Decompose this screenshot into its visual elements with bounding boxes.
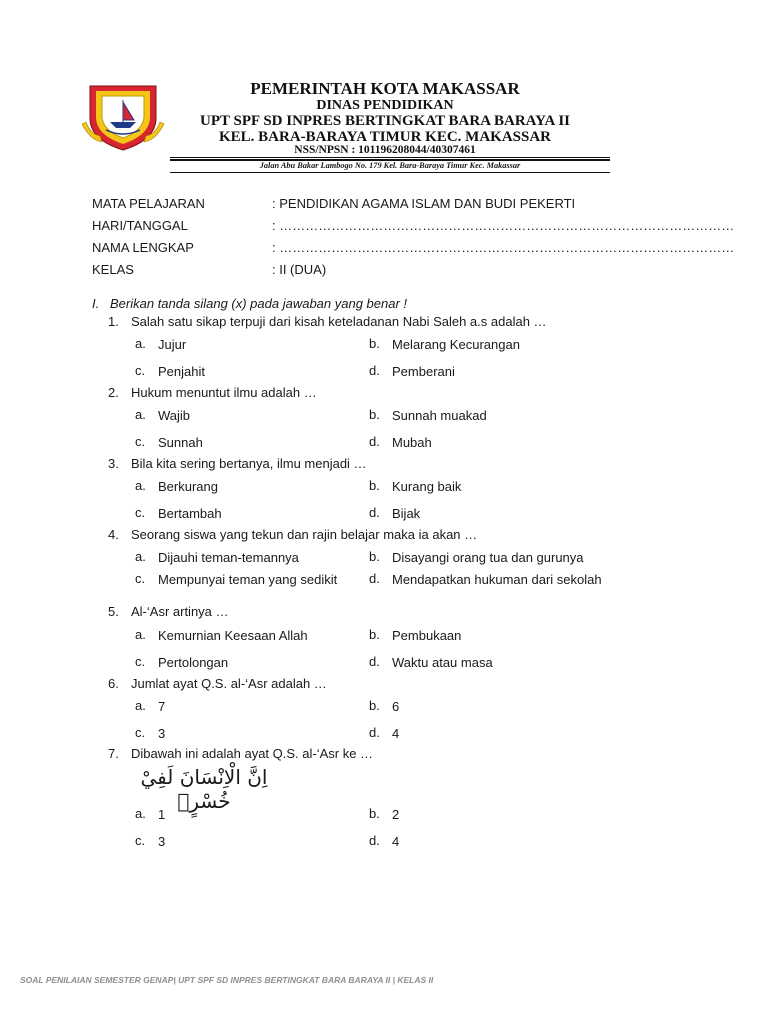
option-text[interactable]: Berkurang [158, 479, 218, 494]
question-text: Hukum menuntut ilmu adalah … [131, 385, 317, 400]
option-text[interactable]: Pertolongan [158, 655, 229, 670]
question-number: 7. [108, 746, 119, 761]
question-text: Bila kita sering bertanya, ilmu menjadi … [131, 456, 367, 471]
option-text[interactable]: Mubah [392, 435, 432, 450]
option-letter: d. [369, 434, 380, 449]
question-number: 4. [108, 527, 119, 542]
option-text[interactable]: 7 [158, 699, 166, 714]
option-text[interactable]: Mendapatkan hukuman dari sekolah [392, 572, 602, 587]
info-label: MATA PELAJARAN [92, 196, 205, 211]
option-letter: b. [369, 549, 380, 564]
page-footer: SOAL PENILAIAN SEMESTER GENAP| UPT SPF SD INPRES BERTINGKAT BARA BARAYA II | KELAS II [20, 975, 434, 985]
info-value: : …………………………………………………………………………………………… [272, 218, 735, 233]
option-text[interactable]: 3 [158, 726, 166, 741]
question-text: Seorang siswa yang tekun dan rajin belajar maka ia akan … [131, 527, 478, 542]
question-text: Dibawah ini adalah ayat Q.S. al-‘Asr ke … [131, 746, 374, 761]
arabic-verse: اِنَّ الْاِنْسَانَ لَفِيْ خُسْرٍۙ [140, 765, 268, 813]
option-letter: c. [135, 434, 146, 449]
option-text[interactable]: Mempunyai teman yang sedikit [158, 572, 338, 587]
option-letter: d. [369, 571, 380, 586]
question-number: 1. [108, 314, 119, 329]
option-letter: d. [369, 725, 380, 740]
option-letter: b. [369, 627, 380, 642]
option-letter: b. [369, 806, 380, 821]
question-text: Al-‘Asr artinya … [131, 604, 229, 619]
question-number: 3. [108, 456, 119, 471]
info-label: HARI/TANGGAL [92, 218, 188, 233]
option-text[interactable]: Bertambah [158, 506, 222, 521]
option-text[interactable]: 1 [158, 807, 166, 822]
option-text[interactable]: 4 [392, 726, 400, 741]
option-text[interactable]: Pemberani [392, 364, 455, 379]
info-label: KELAS [92, 262, 134, 277]
option-text[interactable]: Pembukaan [392, 628, 462, 643]
question-text: Jumlat ayat Q.S. al-‘Asr adalah … [131, 676, 327, 691]
question-number: 6. [108, 676, 119, 691]
option-text[interactable]: Penjahit [158, 364, 205, 379]
option-letter: b. [369, 698, 380, 713]
school-address: Jalan Abu Bakar Lambogo No. 179 Kel. Bara-Baraya Timur Kec. Makassar [259, 161, 521, 170]
section-heading [92, 296, 407, 311]
option-letter: d. [369, 833, 380, 848]
header-school: UPT SPF SD INPRES BERTINGKAT BARA BARAYA II [200, 113, 570, 129]
option-letter: a. [135, 698, 146, 713]
header-nss-npsn: NSS/NPSN : 101196208044/40307461 [294, 144, 476, 156]
option-text[interactable]: Jujur [158, 337, 187, 352]
info-value: : PENDIDIKAN AGAMA ISLAM DAN BUDI PEKERTI [272, 196, 576, 211]
info-value: : II (DUA) [272, 262, 327, 277]
header-district: KEL. BARA-BARAYA TIMUR KEC. MAKASSAR [219, 129, 551, 145]
header-government: PEMERINTAH KOTA MAKASSAR [250, 79, 520, 98]
option-letter: d. [369, 363, 380, 378]
option-letter: a. [135, 549, 146, 564]
info-value: : …………………………………………………………………………………………… [272, 240, 735, 255]
option-letter: d. [369, 505, 380, 520]
option-text[interactable]: Kurang baik [392, 479, 462, 494]
option-letter: b. [369, 407, 380, 422]
option-text[interactable]: Dijauhi teman-temannya [158, 550, 299, 565]
option-text[interactable]: Sunnah [158, 435, 203, 450]
option-text[interactable]: Kemurnian Keesaan Allah [158, 628, 308, 643]
option-letter: c. [135, 725, 146, 740]
option-text[interactable]: 2 [392, 807, 400, 822]
option-letter: c. [135, 833, 146, 848]
option-letter: a. [135, 478, 146, 493]
question-number: 2. [108, 385, 119, 400]
option-letter: a. [135, 407, 146, 422]
option-text[interactable]: 3 [158, 834, 166, 849]
option-letter: b. [369, 478, 380, 493]
option-letter: b. [369, 336, 380, 351]
option-letter: c. [135, 505, 146, 520]
section-instruction: Berikan tanda silang (x) pada jawaban yang benar ! [110, 296, 408, 311]
option-letter: a. [135, 336, 146, 351]
option-letter: d. [369, 654, 380, 669]
option-text[interactable]: Bijak [392, 506, 421, 521]
option-text[interactable]: Melarang Kecurangan [392, 337, 520, 352]
option-letter: a. [135, 806, 146, 821]
question-text: Salah satu sikap terpuji dari kisah keteladanan Nabi Saleh a.s adalah … [131, 314, 547, 329]
option-letter: c. [135, 363, 146, 378]
header-divider [170, 157, 610, 158]
info-label: NAMA LENGKAP [92, 240, 194, 255]
option-letter: c. [135, 654, 146, 669]
option-letter: a. [135, 627, 146, 642]
option-letter: c. [135, 571, 146, 586]
option-text[interactable]: 4 [392, 834, 400, 849]
address-divider [170, 172, 610, 173]
option-text[interactable]: Sunnah muakad [392, 408, 487, 423]
section-number: I. [92, 296, 100, 311]
question-number: 5. [108, 604, 119, 619]
option-text[interactable]: Waktu atau masa [392, 655, 493, 670]
option-text[interactable]: 6 [392, 699, 400, 714]
header-department: DINAS PENDIDIKAN [316, 98, 454, 113]
option-text[interactable]: Disayangi orang tua dan gurunya [392, 550, 584, 565]
option-text[interactable]: Wajib [158, 408, 191, 423]
